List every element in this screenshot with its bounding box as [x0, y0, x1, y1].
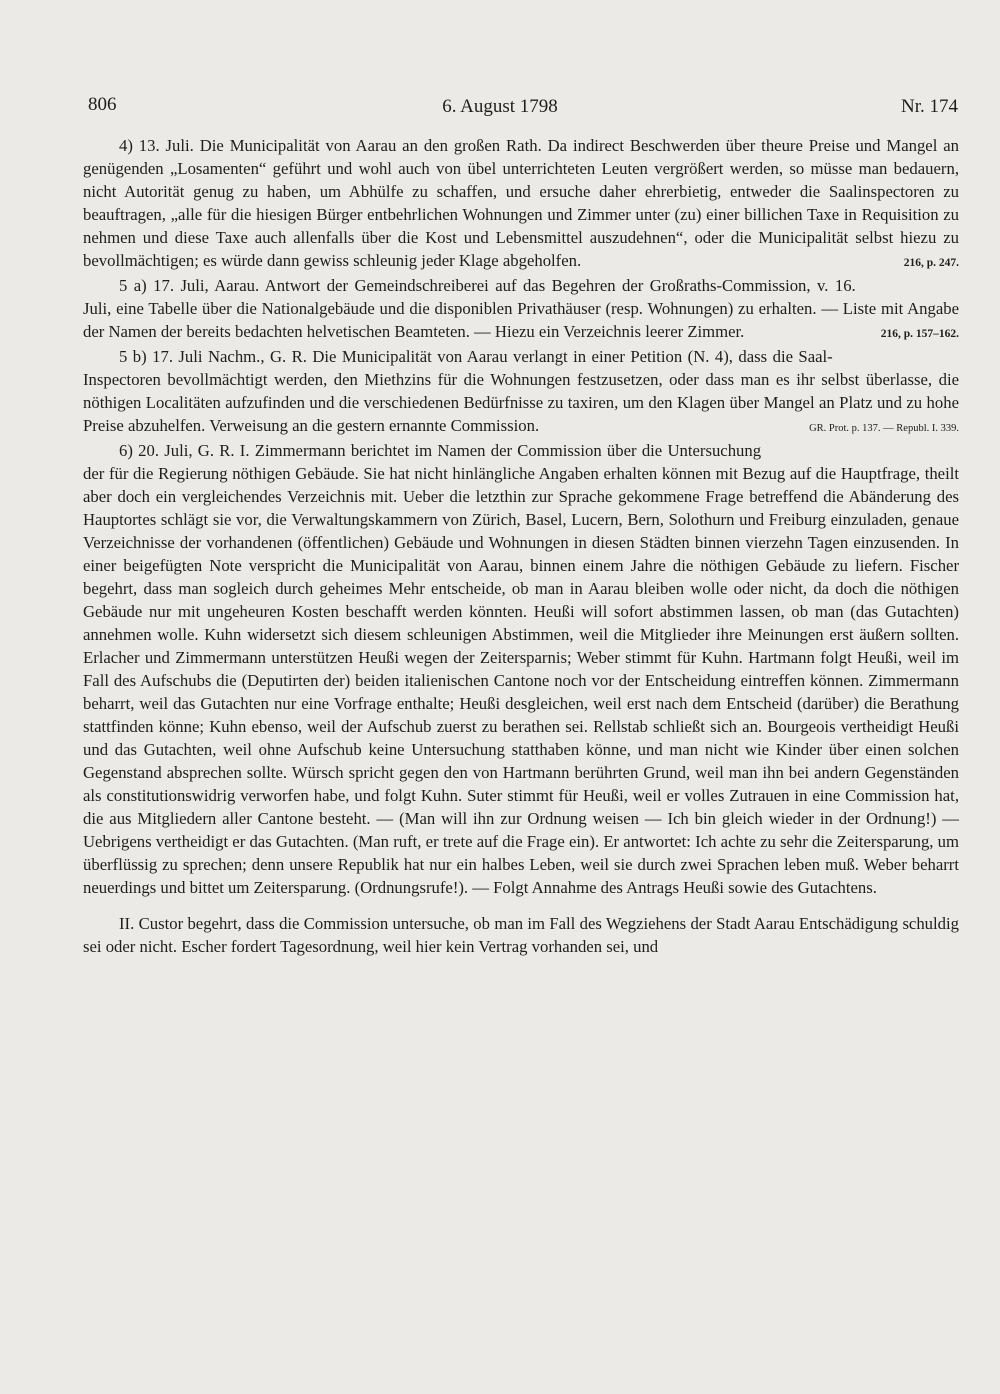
paragraph-5a: 5 a) 17. Juli, Aarau. Antwort der Gemeindschreiberei auf das Begehren der Großraths-Commission, v. 16. Juli, eine Tabelle über die Nationalgebäude und die disponiblen Privathäuser (resp. Wohnungen) zu erhalten. — Liste mit Angabe der Namen der bereits bedachten helvetischen Beamteten. — Hiezu ein Verzeichnis leerer Zimmer. 216, p. 157–162. [83, 274, 959, 343]
page-header [0, 94, 1000, 124]
source-reference: GR. Prot. p. 137. — Republ. I. 339. [809, 423, 959, 434]
header-date: 6. August 1798 [442, 96, 558, 117]
paragraph-6-ii: II. Custor begehrt, dass die Commission untersuche, ob man im Fall des Wegziehens der Stadt Aarau Entschädigung schuldig sei oder nicht. Escher fordert Tagesordnung, weil hier kein Vertrag vorhanden sei, und [83, 914, 959, 956]
paragraph-6: 6) 20. Juli, G. R. I. Zimmermann berichtet im Namen der Commission über die Untersuchung der für die Regierung nöthigen Gebäude. Sie hat nicht hinlängliche Angaben erhalten können mit Bezug auf die Hauptfrage, theilt aber doch ein vergleichendes Verzeichnis mit. Ueber die letzthin zur Sprache gekommene Frage betreffend die Abänderung des Hauptortes schlägt sie vor, die Verwaltungskammern von Zürich, Basel, Lucern, Bern, Solothurn und Freiburg einzuladen, genaue Verzeichnisse der vorhandenen (öffentlichen) Gebäude und Wohnungen in diesen Städten binnen vierzehn Tagen einzusenden. In einer beigefügten Note verspricht die Municipalität von Aarau, binnen einem Jahre die nöthigen Gebäude zu liefern. Fischer begehrt, dass man sogleich durch geheimes Mehr entscheide, ob man in Aarau bleiben wolle oder nicht, da doch die nöthigen Gebäude nur mit ungeheuren Kosten beschafft werden könnten. Heußi will sofort abstimmen lassen, ob man (das Gutachten) annehmen wolle. Kuhn widersetzt sich diesem schleunigen Abstimmen, weil die Mitglieder ihre Meinungen erst äußern sollten. Erlacher und Zimmermann unterstützen Heußi wegen der Zeitersparnis; Weber stimmt für Kuhn. Hartmann folgt Heußi, weil im Fall des Aufschubs die (Deputirten der) beiden italienischen Cantone noch vor der Entscheidung eintreffen können. Zimmermann beharrt, weil das Gutachten nur eine Vorfrage enthalte; Heußi desgleichen, weil erst nach dem Entscheid (darüber) die Berathung stattfinden könne; Kuhn ebenso, weil der Aufschub zuerst zu berathen sei. Rellstab schließt sich an. Bourgeois vertheidigt Heußi und das Gutachten, weil ohne Aufschub keine Untersuchung statthaben könne, und man nicht wie Kinder über einen solchen Gegenstand absprechen sollte. Würsch spricht gegen den von Hartmann berührten Grund, weil man ihn bei andern Gegenständen als constitutionswidrig verworfen habe, und folgt Kuhn. Suter stimmt für Heußi, weil er volles Zutrauen in eine Commission hat, die aus Mitgliedern aller Cantone besteht. — (Man will ihn zur Ordnung weisen — Ich bin gleich wieder in der Ordnung!) — Uebrigens vertheidigt er das Gutachten. (Man ruft, er trete auf die Frage ein). Er antwortet: Ich achte zu sehr die Zeitersparung, um überflüssig zu sprechen; denn unsere Republik hat nur ein halbes Leben, weil sie durch zwei Sprachen leben muß. Weber beharrt neuerdings und bittet um Zeitersparung. (Ordnungsrufe!). — Folgt Annahme des Antrags Heußi sowie des Gutachtens. [83, 441, 959, 897]
paragraph-5b: 5 b) 17. Juli Nachm., G. R. Die Municipalität von Aarau verlangt in einer Petition (N. 4), dass die Saal-Inspectoren bevollmächtigt werden, den Miethzins für die Wohnungen festzusetzen, oder dass man es ihr selbst überlasse, die nöthigen Localitäten aufzufinden und die verschiedenen Bedürfnisse zu taxiren, um den Klagen über Mangel an Platz und zu hohe Preise abzuhelfen. Verweisung an die gestern ernannte Commission. GR. Prot. p. 137. — Republ. I. 339. [83, 345, 959, 437]
page-number: 806 [88, 94, 117, 115]
source-reference: 216, p. 157–162. [880, 328, 959, 340]
paragraph-4: 4) 13. Juli. Die Municipalität von Aarau an den großen Rath. Da indirect Beschwerden über theure Preise und Mangel an genügenden „Losamenten“ geführt und wohl auch von übel unterrichteten Leuten vergrößert werden, so müsse man bedauern, nicht Autorität genug zu haben, um Abhülfe zu schaffen, und ersuche daher ehrerbietig, entweder die Saalinspectoren zu beauftragen, „alle für die hiesigen Bürger entbehrlichen Wohnungen und Zimmer unter (zu) einer billichen Taxe in Requisition zu nehmen und diese Taxe auch allenfalls über die Kost und Lebensmittel auszudehnen“, oder die Municipalität selbst hiezu zu bevollmächtigen; es würde dann gewiss schleunig jeder Klage abgeholfen. 216, p. 247. [83, 134, 959, 272]
source-reference: 216, p. 247. [903, 257, 959, 269]
document-number: Nr. 174 [901, 96, 958, 117]
document-body [83, 134, 959, 958]
